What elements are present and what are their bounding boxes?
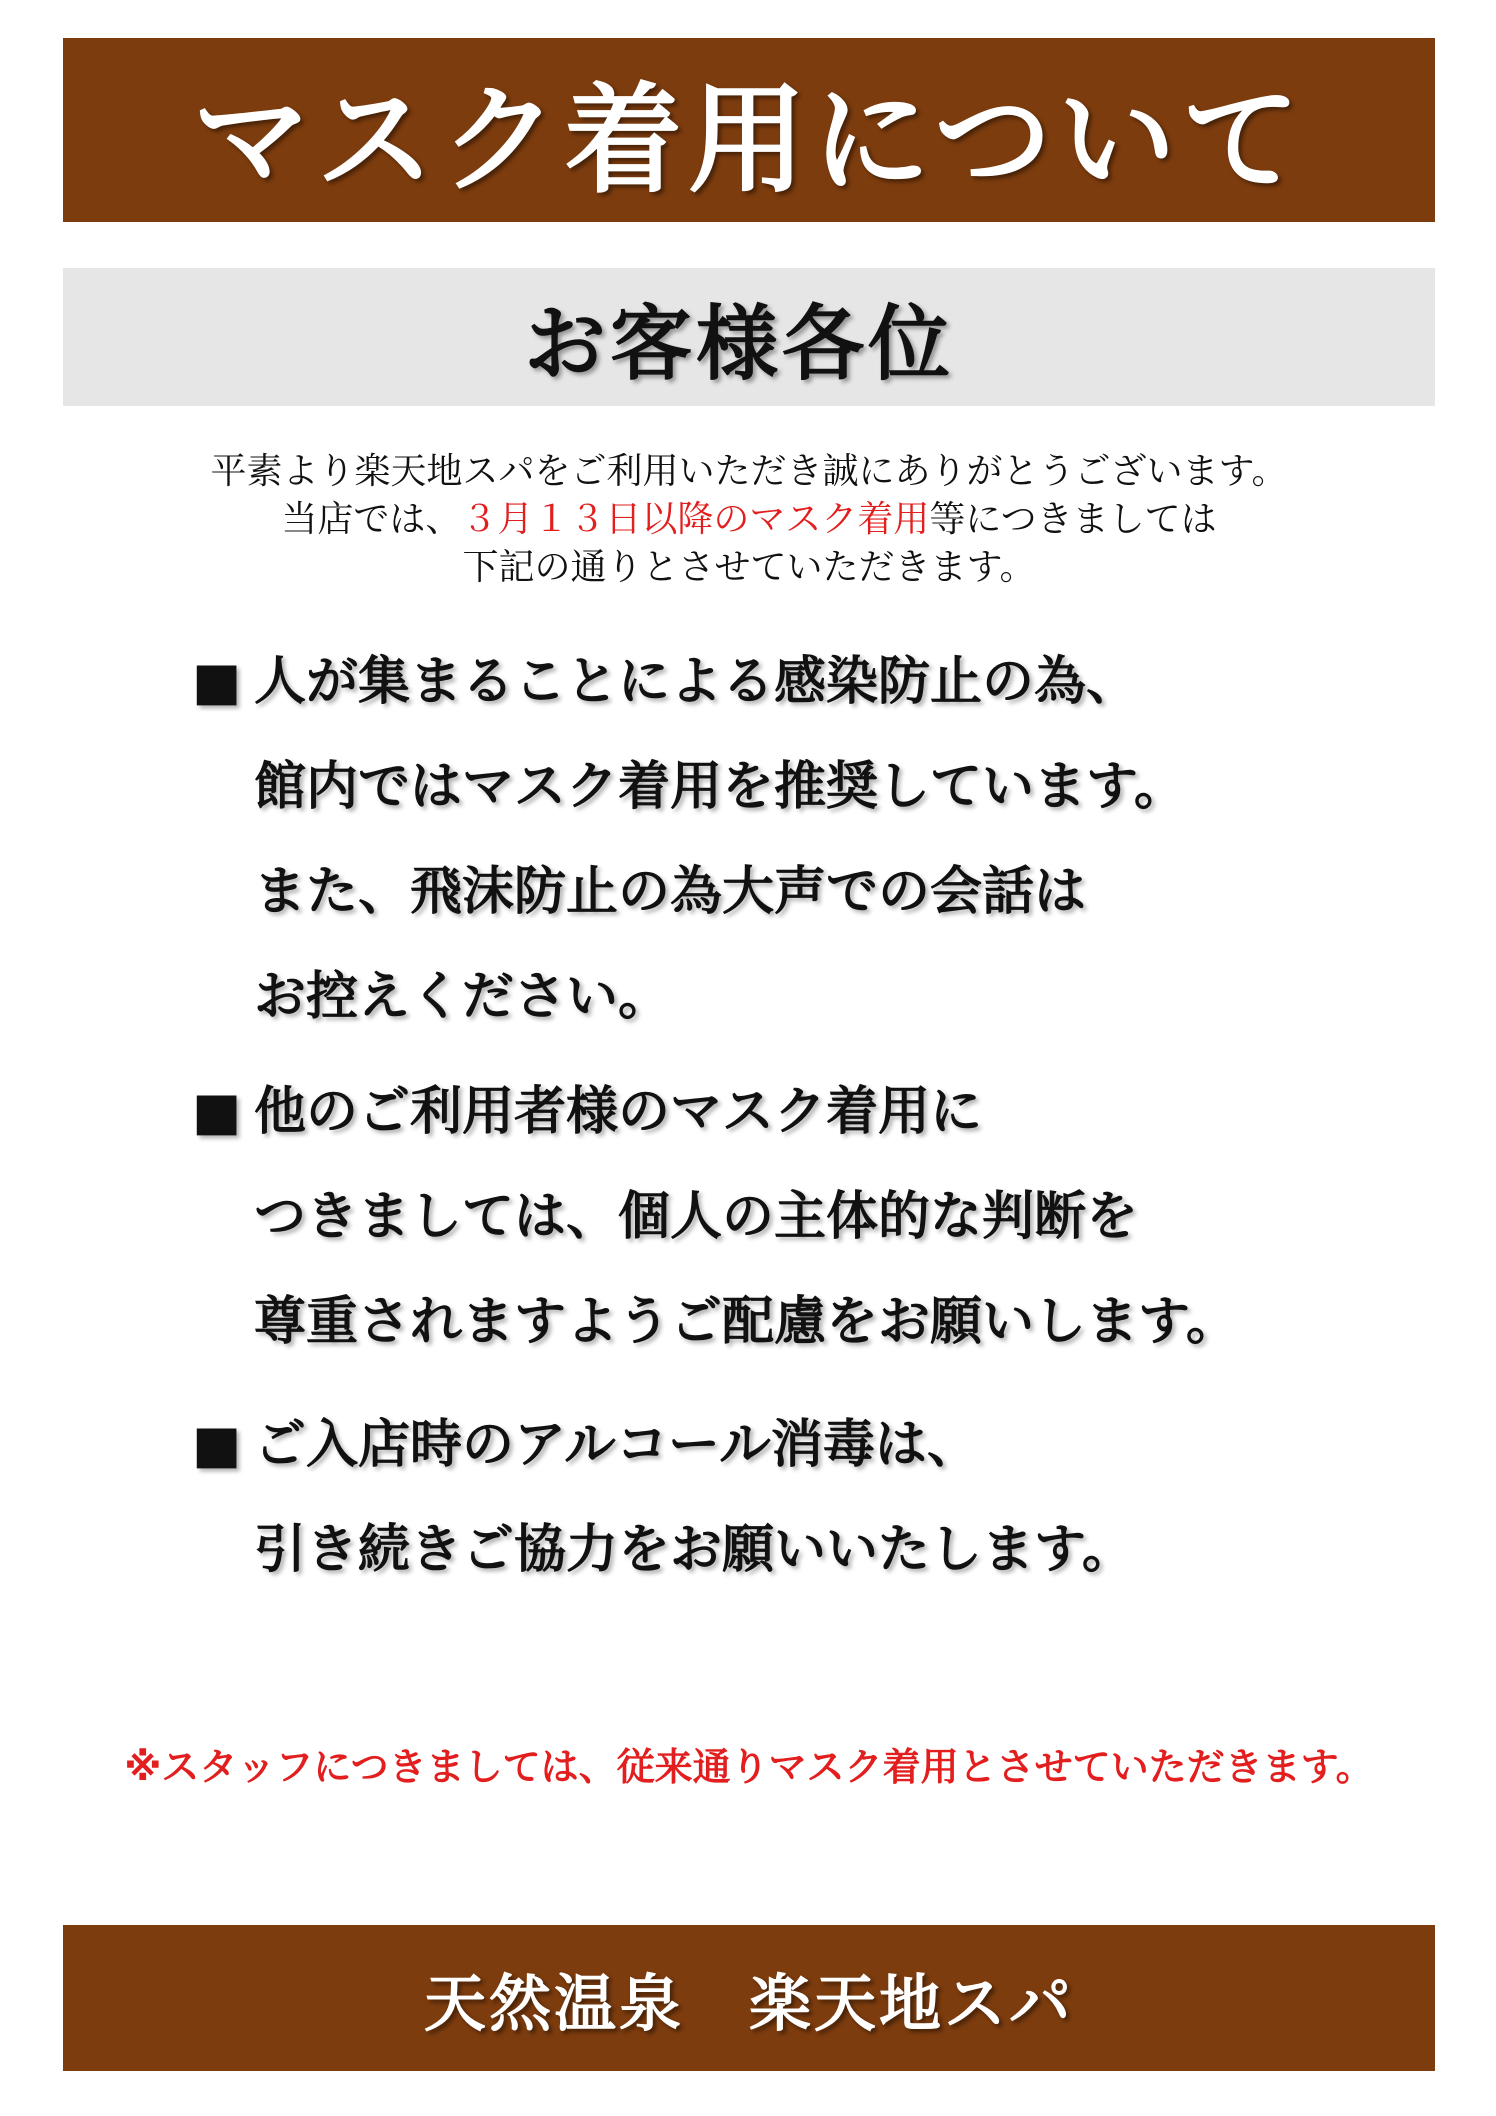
notice-line: お控えください。	[254, 967, 671, 1027]
salutation-band	[63, 268, 1435, 406]
notice-line: 引き続きご協力をお願いいたします。	[254, 1520, 1134, 1580]
notice-line: 尊重されますようご配慮をお願いします。	[254, 1292, 1238, 1352]
notice-disinfection	[192, 1393, 1134, 1603]
notice-line	[192, 1393, 1134, 1498]
square-bullet-icon: ■	[192, 1082, 242, 1142]
intro-line-2	[63, 496, 1435, 544]
notice-line: 館内ではマスク着用を推奨しています。	[254, 757, 1186, 817]
page-title: マスク着用について	[192, 71, 1306, 209]
notice-line: また、飛沫防止の為大声での会話は	[254, 862, 1087, 922]
notice-infection-prevention	[192, 630, 1186, 1050]
intro-line-2-prefix: 当店では、	[281, 499, 462, 540]
intro-date-highlight: ３月１３日以降のマスク着用	[461, 499, 930, 540]
notice-text: 人が集まることによる感染防止の為、	[254, 652, 1139, 712]
notice-line	[192, 630, 1186, 735]
notice-text: ご入店時のアルコール消毒は、	[254, 1415, 979, 1475]
intro-line-3: 下記の通りとさせていただきます。	[462, 547, 1036, 588]
square-bullet-icon: ■	[192, 1415, 242, 1475]
intro-text	[63, 448, 1435, 592]
notice-text: 他のご利用者様のマスク着用に	[254, 1082, 983, 1142]
notice-line: つきましては、個人の主体的な判断を	[254, 1187, 1139, 1247]
facility-name: 天然温泉 楽天地スパ	[423, 1966, 1074, 2040]
square-bullet-icon: ■	[192, 652, 242, 712]
intro-line-2-suffix: 等につきましては	[929, 499, 1217, 540]
staff-note: ※スタッフにつきましては、従来通りマスク着用とさせていただきます。	[124, 1745, 1374, 1789]
salutation: お客様各位	[523, 296, 954, 392]
notice-respect-choice	[192, 1060, 1238, 1375]
title-banner	[63, 38, 1435, 222]
intro-line-1: 平素より楽天地スパをご利用いただき誠にありがとうございます。	[210, 451, 1288, 492]
footer-banner	[63, 1925, 1435, 2071]
notice-line	[192, 1060, 1238, 1165]
